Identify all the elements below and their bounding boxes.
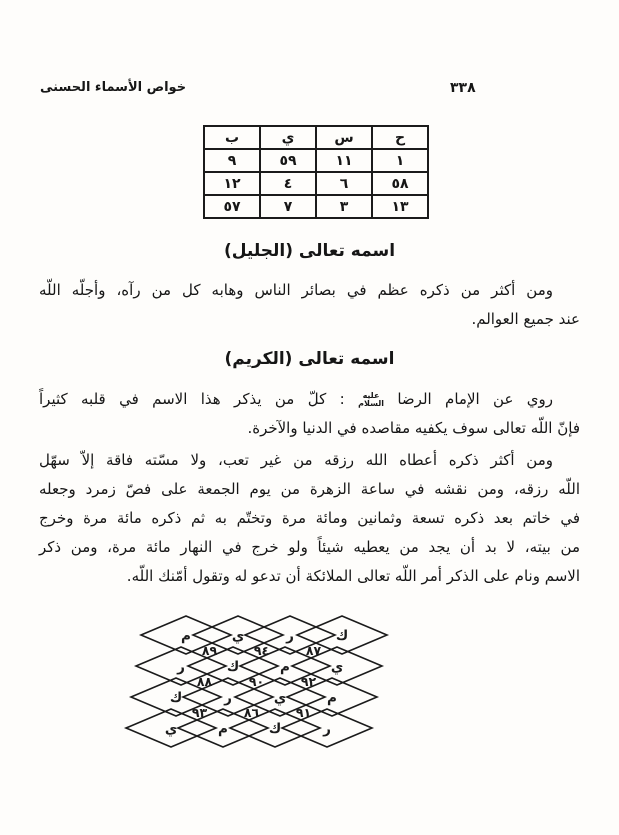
paragraph-al-jalil xyxy=(39,276,580,334)
table-cell: ح xyxy=(372,126,428,149)
text-line: من بيته، لا بد أن يجد من يعطيه شيئاً ولو خرج في النهار مائة مرة، ومن ذكر xyxy=(39,538,580,556)
text-line: في خاتم بعد ذكره تسعة وثمانين ومائة مرة وتختّم به ثم ذكره مائة مرة وخرج xyxy=(39,509,580,527)
table-row xyxy=(204,149,428,172)
table-cell: ب xyxy=(204,126,260,149)
lattice-number: ٩٠ xyxy=(248,674,265,689)
lattice-number: ٩٣ xyxy=(191,705,208,720)
lattice-letter: ك xyxy=(226,659,240,675)
table-row xyxy=(204,195,428,218)
text-line xyxy=(39,385,580,414)
lattice-letter: ر xyxy=(323,721,331,737)
lattice-letter: ر xyxy=(177,659,185,675)
lattice-number: ٩٢ xyxy=(300,674,317,689)
lattice-letter: م xyxy=(280,659,290,675)
karim-lattice-svg xyxy=(0,595,619,795)
lattice-letter: م xyxy=(327,690,337,706)
table-cell: ١ xyxy=(372,149,428,172)
abjad-magic-square-table xyxy=(203,125,429,219)
table-row xyxy=(204,172,428,195)
lattice-letter: ي xyxy=(231,628,245,644)
lattice-letter: ر xyxy=(286,628,294,644)
text-line: ومن أكثر ذكره أعطاه الله رزقه من غير تعب، ولا مسّته فاقة إلاّ سهّل xyxy=(39,451,553,469)
lattice-number: ٩٤ xyxy=(253,643,270,658)
alayhi-assalam-mark: عليه السلام xyxy=(358,390,384,408)
lattice-number: ٨٧ xyxy=(305,643,322,658)
section-heading-al-jalil: اسمه تعالى (الجليل) xyxy=(223,241,396,261)
lattice-letter: ك xyxy=(268,721,282,737)
text-line: عند جميع العوالم. xyxy=(471,310,580,328)
karim-diamond-lattice-figure xyxy=(0,595,619,795)
lattice-number: ٨٩ xyxy=(201,643,218,658)
table-cell: ٩ xyxy=(204,149,260,172)
table-cell: ١٢ xyxy=(204,172,260,195)
section-heading-al-karim: اسمه تعالى (الكريم) xyxy=(224,349,395,369)
table-cell: س xyxy=(316,126,372,149)
table-cell: ١٣ xyxy=(372,195,428,218)
lattice-letter: ي xyxy=(273,690,287,706)
table-cell: ٥٧ xyxy=(204,195,260,218)
table-row xyxy=(204,126,428,149)
table-cell: ٣ xyxy=(316,195,372,218)
table-cell: ي xyxy=(260,126,316,149)
lattice-letter: م xyxy=(181,628,191,644)
lattice-letter: ي xyxy=(330,659,344,675)
hadith-prefix: روي عن الإمام الرضا xyxy=(384,390,553,408)
lattice-number: ٩١ xyxy=(295,705,312,720)
running-head-title: خواص الأسماء الحسنى xyxy=(40,80,187,95)
paragraph-karim-benefits xyxy=(39,446,580,591)
page-number: ٣٣٨ xyxy=(450,80,476,96)
table-cell: ٥٩ xyxy=(260,149,316,172)
lattice-letter: ك xyxy=(335,628,349,644)
lattice-number: ٨٨ xyxy=(196,674,213,689)
table-cell: ٦ xyxy=(316,172,372,195)
lattice-letter: ك xyxy=(169,690,183,706)
text-line: ومن أكثر من ذكره عظم في بصائر الناس وهابه كل من رآه، وأجلّه اللّه xyxy=(39,281,553,299)
lattice-letter: ر xyxy=(224,690,232,706)
text-line: الاسم ونام على الذكر أمر اللّه تعالى الملائكة أن تدعو له وتقول أمّنك اللّه. xyxy=(126,567,580,585)
text-line: فإنّ اللّه تعالى سوف يكفيه مقاصده في الدنيا والآخرة. xyxy=(247,419,580,437)
table-cell: ٧ xyxy=(260,195,316,218)
paragraph-karim-hadith xyxy=(39,385,580,443)
table-cell: ١١ xyxy=(316,149,372,172)
lattice-letter: ي xyxy=(164,721,178,737)
hadith-text: : كلّ من يذكر هذا الاسم في قلبه كثيراً xyxy=(39,390,358,408)
text-line: اللّه رزقه، ومن نقشه في ساعة الزهرة من يوم الجمعة على فصّ زمرد وجعله xyxy=(39,480,580,498)
lattice-number: ٨٦ xyxy=(243,705,260,720)
table-cell: ٤ xyxy=(260,172,316,195)
lattice-letter: م xyxy=(218,721,228,737)
table-cell: ٥٨ xyxy=(372,172,428,195)
